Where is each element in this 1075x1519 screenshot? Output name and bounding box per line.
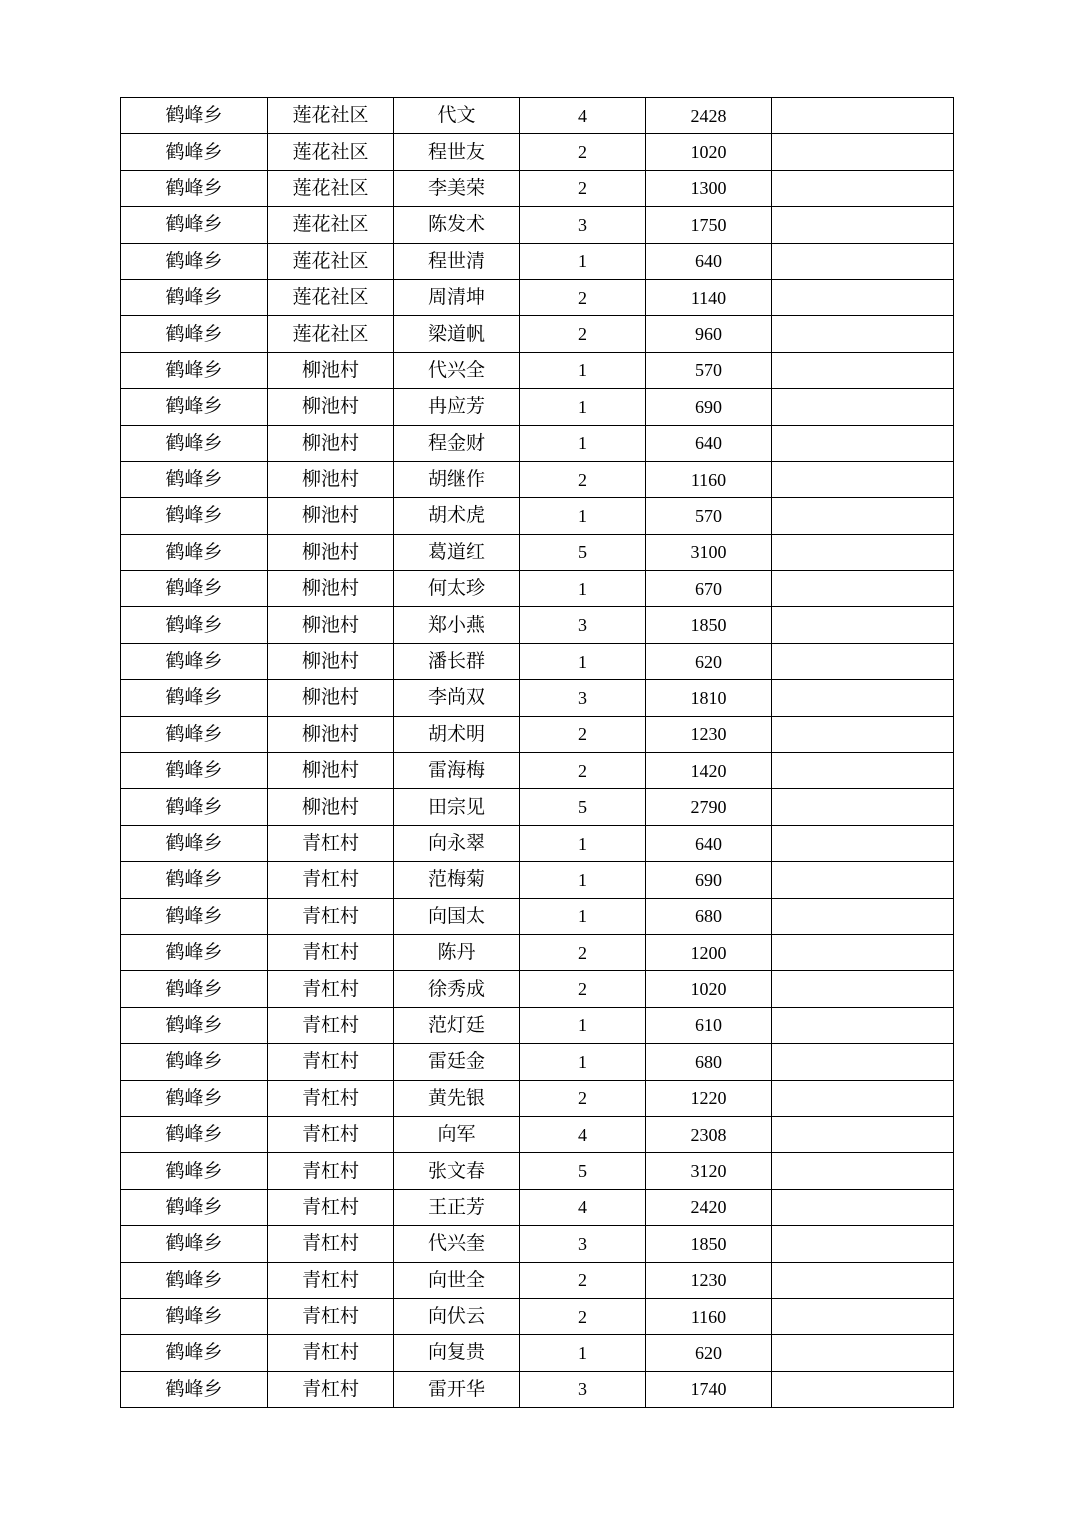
roster-table-body — [121, 98, 954, 1408]
cell-town: 鹤峰乡 — [121, 1044, 268, 1080]
cell-amount: 3100 — [646, 534, 772, 570]
cell-amount: 1230 — [646, 716, 772, 752]
table-row — [121, 98, 954, 134]
table-row — [121, 1044, 954, 1080]
cell-town: 鹤峰乡 — [121, 1298, 268, 1334]
cell-household-size: 1 — [520, 1007, 646, 1043]
cell-note — [772, 753, 954, 789]
cell-village: 青杠村 — [268, 1262, 394, 1298]
cell-town: 鹤峰乡 — [121, 1335, 268, 1371]
cell-town: 鹤峰乡 — [121, 207, 268, 243]
cell-amount: 1810 — [646, 680, 772, 716]
cell-household-size: 2 — [520, 971, 646, 1007]
cell-village: 青杠村 — [268, 971, 394, 1007]
cell-note — [772, 1044, 954, 1080]
cell-town: 鹤峰乡 — [121, 98, 268, 134]
cell-name: 向复贵 — [394, 1335, 520, 1371]
table-row — [121, 425, 954, 461]
cell-household-size: 3 — [520, 1371, 646, 1407]
cell-town: 鹤峰乡 — [121, 1080, 268, 1116]
cell-village: 青杠村 — [268, 1080, 394, 1116]
cell-amount: 570 — [646, 498, 772, 534]
cell-household-size: 2 — [520, 316, 646, 352]
cell-village: 柳池村 — [268, 352, 394, 388]
cell-note — [772, 716, 954, 752]
cell-note — [772, 1262, 954, 1298]
cell-household-size: 5 — [520, 534, 646, 570]
cell-name: 代文 — [394, 98, 520, 134]
cell-town: 鹤峰乡 — [121, 971, 268, 1007]
table-row — [121, 389, 954, 425]
table-row — [121, 316, 954, 352]
table-row — [121, 1080, 954, 1116]
cell-note — [772, 571, 954, 607]
cell-village: 青杠村 — [268, 898, 394, 934]
cell-note — [772, 279, 954, 315]
cell-name: 梁道帆 — [394, 316, 520, 352]
cell-note — [772, 207, 954, 243]
cell-village: 柳池村 — [268, 425, 394, 461]
cell-amount: 620 — [646, 1335, 772, 1371]
cell-note — [772, 1116, 954, 1152]
cell-note — [772, 862, 954, 898]
cell-household-size: 2 — [520, 279, 646, 315]
cell-name: 向世全 — [394, 1262, 520, 1298]
cell-village: 莲花社区 — [268, 279, 394, 315]
table-row — [121, 1007, 954, 1043]
cell-note — [772, 134, 954, 170]
cell-town: 鹤峰乡 — [121, 170, 268, 206]
cell-note — [772, 825, 954, 861]
cell-village: 青杠村 — [268, 934, 394, 970]
table-row — [121, 498, 954, 534]
roster-table — [120, 97, 954, 1408]
cell-town: 鹤峰乡 — [121, 498, 268, 534]
cell-amount: 2790 — [646, 789, 772, 825]
cell-household-size: 1 — [520, 571, 646, 607]
cell-note — [772, 1080, 954, 1116]
cell-note — [772, 461, 954, 497]
table-row — [121, 534, 954, 570]
table-row — [121, 1262, 954, 1298]
cell-amount: 1220 — [646, 1080, 772, 1116]
cell-name: 程金财 — [394, 425, 520, 461]
cell-town: 鹤峰乡 — [121, 753, 268, 789]
cell-household-size: 1 — [520, 243, 646, 279]
cell-name: 陈丹 — [394, 934, 520, 970]
cell-household-size: 1 — [520, 862, 646, 898]
table-row — [121, 243, 954, 279]
cell-village: 莲花社区 — [268, 134, 394, 170]
cell-village: 柳池村 — [268, 498, 394, 534]
cell-name: 向伏云 — [394, 1298, 520, 1334]
cell-note — [772, 243, 954, 279]
cell-household-size: 1 — [520, 643, 646, 679]
cell-village: 莲花社区 — [268, 207, 394, 243]
cell-name: 向国太 — [394, 898, 520, 934]
cell-village: 青杠村 — [268, 1007, 394, 1043]
cell-village: 青杠村 — [268, 825, 394, 861]
cell-note — [772, 1153, 954, 1189]
cell-household-size: 1 — [520, 898, 646, 934]
cell-amount: 3120 — [646, 1153, 772, 1189]
cell-note — [772, 934, 954, 970]
cell-amount: 1160 — [646, 461, 772, 497]
cell-amount: 2308 — [646, 1116, 772, 1152]
table-row — [121, 279, 954, 315]
cell-household-size: 1 — [520, 498, 646, 534]
cell-name: 雷开华 — [394, 1371, 520, 1407]
cell-note — [772, 680, 954, 716]
cell-village: 柳池村 — [268, 571, 394, 607]
cell-village: 莲花社区 — [268, 170, 394, 206]
cell-name: 雷海梅 — [394, 753, 520, 789]
cell-note — [772, 425, 954, 461]
table-row — [121, 1189, 954, 1225]
table-row — [121, 753, 954, 789]
cell-household-size: 4 — [520, 1189, 646, 1225]
cell-village: 柳池村 — [268, 534, 394, 570]
cell-household-size: 2 — [520, 170, 646, 206]
cell-amount: 1020 — [646, 971, 772, 1007]
cell-name: 李美荣 — [394, 170, 520, 206]
cell-amount: 1850 — [646, 607, 772, 643]
cell-household-size: 2 — [520, 716, 646, 752]
cell-name: 张文春 — [394, 1153, 520, 1189]
cell-note — [772, 170, 954, 206]
cell-amount: 1420 — [646, 753, 772, 789]
cell-note — [772, 643, 954, 679]
cell-note — [772, 1007, 954, 1043]
cell-amount: 2420 — [646, 1189, 772, 1225]
cell-town: 鹤峰乡 — [121, 1007, 268, 1043]
cell-note — [772, 789, 954, 825]
cell-household-size: 1 — [520, 425, 646, 461]
cell-village: 青杠村 — [268, 1226, 394, 1262]
cell-note — [772, 971, 954, 1007]
cell-town: 鹤峰乡 — [121, 1262, 268, 1298]
table-row — [121, 1371, 954, 1407]
table-row — [121, 571, 954, 607]
cell-note — [772, 1298, 954, 1334]
cell-village: 柳池村 — [268, 607, 394, 643]
cell-name: 何太珍 — [394, 571, 520, 607]
cell-amount: 1740 — [646, 1371, 772, 1407]
cell-town: 鹤峰乡 — [121, 680, 268, 716]
cell-amount: 610 — [646, 1007, 772, 1043]
cell-name: 李尚双 — [394, 680, 520, 716]
cell-town: 鹤峰乡 — [121, 534, 268, 570]
cell-note — [772, 498, 954, 534]
cell-name: 代兴奎 — [394, 1226, 520, 1262]
cell-amount: 640 — [646, 243, 772, 279]
table-row — [121, 934, 954, 970]
cell-town: 鹤峰乡 — [121, 1371, 268, 1407]
cell-household-size: 3 — [520, 607, 646, 643]
cell-household-size: 4 — [520, 1116, 646, 1152]
cell-household-size: 2 — [520, 1262, 646, 1298]
cell-town: 鹤峰乡 — [121, 607, 268, 643]
cell-village: 柳池村 — [268, 643, 394, 679]
table-row — [121, 862, 954, 898]
cell-name: 王正芳 — [394, 1189, 520, 1225]
table-row — [121, 1226, 954, 1262]
table-row — [121, 971, 954, 1007]
cell-name: 向军 — [394, 1116, 520, 1152]
cell-amount: 1850 — [646, 1226, 772, 1262]
cell-name: 陈发术 — [394, 207, 520, 243]
cell-note — [772, 1371, 954, 1407]
cell-name: 葛道红 — [394, 534, 520, 570]
cell-household-size: 2 — [520, 934, 646, 970]
cell-name: 向永翠 — [394, 825, 520, 861]
cell-note — [772, 98, 954, 134]
cell-town: 鹤峰乡 — [121, 1116, 268, 1152]
cell-village: 青杠村 — [268, 1335, 394, 1371]
cell-town: 鹤峰乡 — [121, 825, 268, 861]
cell-village: 莲花社区 — [268, 316, 394, 352]
cell-amount: 960 — [646, 316, 772, 352]
cell-household-size: 2 — [520, 753, 646, 789]
cell-village: 青杠村 — [268, 1189, 394, 1225]
cell-town: 鹤峰乡 — [121, 134, 268, 170]
cell-note — [772, 607, 954, 643]
cell-name: 徐秀成 — [394, 971, 520, 1007]
cell-name: 雷廷金 — [394, 1044, 520, 1080]
cell-village: 柳池村 — [268, 389, 394, 425]
cell-amount: 570 — [646, 352, 772, 388]
cell-name: 代兴全 — [394, 352, 520, 388]
cell-town: 鹤峰乡 — [121, 571, 268, 607]
cell-town: 鹤峰乡 — [121, 352, 268, 388]
cell-amount: 680 — [646, 898, 772, 934]
cell-household-size: 1 — [520, 1335, 646, 1371]
cell-town: 鹤峰乡 — [121, 316, 268, 352]
cell-amount: 640 — [646, 825, 772, 861]
cell-village: 青杠村 — [268, 1298, 394, 1334]
table-row — [121, 1116, 954, 1152]
cell-town: 鹤峰乡 — [121, 862, 268, 898]
cell-village: 莲花社区 — [268, 243, 394, 279]
cell-town: 鹤峰乡 — [121, 643, 268, 679]
cell-amount: 620 — [646, 643, 772, 679]
cell-name: 程世清 — [394, 243, 520, 279]
table-row — [121, 825, 954, 861]
cell-note — [772, 1335, 954, 1371]
cell-amount: 2428 — [646, 98, 772, 134]
table-row — [121, 898, 954, 934]
cell-household-size: 3 — [520, 680, 646, 716]
cell-village: 柳池村 — [268, 680, 394, 716]
cell-name: 周清坤 — [394, 279, 520, 315]
table-row — [121, 1298, 954, 1334]
table-row — [121, 643, 954, 679]
cell-amount: 680 — [646, 1044, 772, 1080]
cell-town: 鹤峰乡 — [121, 389, 268, 425]
cell-amount: 690 — [646, 862, 772, 898]
cell-amount: 640 — [646, 425, 772, 461]
cell-village: 莲花社区 — [268, 98, 394, 134]
cell-village: 青杠村 — [268, 862, 394, 898]
cell-name: 胡术明 — [394, 716, 520, 752]
cell-village: 柳池村 — [268, 753, 394, 789]
cell-name: 潘长群 — [394, 643, 520, 679]
table-row — [121, 352, 954, 388]
cell-amount: 670 — [646, 571, 772, 607]
cell-name: 黄先银 — [394, 1080, 520, 1116]
cell-note — [772, 534, 954, 570]
cell-amount: 690 — [646, 389, 772, 425]
cell-town: 鹤峰乡 — [121, 898, 268, 934]
table-row — [121, 461, 954, 497]
cell-note — [772, 352, 954, 388]
cell-household-size: 2 — [520, 461, 646, 497]
cell-town: 鹤峰乡 — [121, 243, 268, 279]
cell-town: 鹤峰乡 — [121, 425, 268, 461]
cell-name: 范灯廷 — [394, 1007, 520, 1043]
cell-town: 鹤峰乡 — [121, 461, 268, 497]
cell-name: 冉应芳 — [394, 389, 520, 425]
cell-village: 柳池村 — [268, 789, 394, 825]
cell-town: 鹤峰乡 — [121, 934, 268, 970]
cell-name: 田宗见 — [394, 789, 520, 825]
cell-note — [772, 1189, 954, 1225]
table-row — [121, 716, 954, 752]
table-row — [121, 170, 954, 206]
cell-household-size: 1 — [520, 825, 646, 861]
cell-household-size: 5 — [520, 789, 646, 825]
cell-amount: 1200 — [646, 934, 772, 970]
table-row — [121, 789, 954, 825]
cell-household-size: 2 — [520, 1298, 646, 1334]
cell-amount: 1300 — [646, 170, 772, 206]
cell-town: 鹤峰乡 — [121, 1226, 268, 1262]
cell-household-size: 2 — [520, 1080, 646, 1116]
cell-household-size: 2 — [520, 134, 646, 170]
cell-town: 鹤峰乡 — [121, 1189, 268, 1225]
cell-amount: 1020 — [646, 134, 772, 170]
cell-village: 青杠村 — [268, 1116, 394, 1152]
cell-village: 柳池村 — [268, 461, 394, 497]
cell-amount: 1140 — [646, 279, 772, 315]
cell-name: 郑小燕 — [394, 607, 520, 643]
cell-note — [772, 1226, 954, 1262]
cell-note — [772, 389, 954, 425]
cell-amount: 1230 — [646, 1262, 772, 1298]
cell-name: 范梅菊 — [394, 862, 520, 898]
cell-town: 鹤峰乡 — [121, 279, 268, 315]
cell-village: 青杠村 — [268, 1044, 394, 1080]
cell-household-size: 1 — [520, 1044, 646, 1080]
cell-town: 鹤峰乡 — [121, 716, 268, 752]
cell-note — [772, 898, 954, 934]
cell-name: 胡继作 — [394, 461, 520, 497]
cell-name: 程世友 — [394, 134, 520, 170]
cell-household-size: 4 — [520, 98, 646, 134]
cell-household-size: 1 — [520, 352, 646, 388]
cell-town: 鹤峰乡 — [121, 789, 268, 825]
table-row — [121, 134, 954, 170]
cell-amount: 1160 — [646, 1298, 772, 1334]
table-row — [121, 207, 954, 243]
table-row — [121, 1335, 954, 1371]
cell-household-size: 1 — [520, 389, 646, 425]
cell-note — [772, 316, 954, 352]
table-row — [121, 607, 954, 643]
cell-name: 胡术虎 — [394, 498, 520, 534]
cell-amount: 1750 — [646, 207, 772, 243]
cell-household-size: 5 — [520, 1153, 646, 1189]
cell-village: 青杠村 — [268, 1371, 394, 1407]
cell-village: 柳池村 — [268, 716, 394, 752]
cell-town: 鹤峰乡 — [121, 1153, 268, 1189]
table-row — [121, 1153, 954, 1189]
cell-household-size: 3 — [520, 207, 646, 243]
cell-village: 青杠村 — [268, 1153, 394, 1189]
cell-household-size: 3 — [520, 1226, 646, 1262]
table-row — [121, 680, 954, 716]
